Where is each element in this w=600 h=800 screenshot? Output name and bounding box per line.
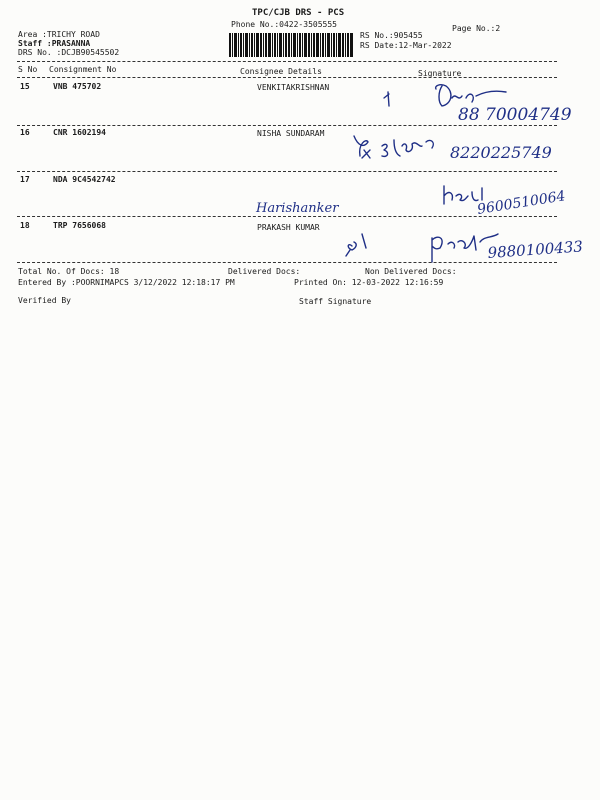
printed-on: Printed On: 12-03-2022 12:16:59 [294,278,444,287]
barcode [229,33,353,57]
non-delivered-docs: Non Delivered Docs: [365,267,457,276]
row-sno: 15 [20,82,30,91]
document-title: TPC/CJB DRS - PCS [252,8,345,18]
area-label: Area :TRICHY ROAD [18,30,100,39]
handwritten-name: Harishanker [256,201,339,216]
row-consignment: NDA 9C4542742 [53,175,116,184]
column-sno: S No [18,65,38,74]
page-number: Page No.:2 [452,24,501,33]
staff-signature-label: Staff Signature [299,297,372,306]
rs-number: RS No.:905455 [360,31,423,40]
row-consignment: TRP 7656068 [53,221,106,230]
phone-number: Phone No.:0422-3505555 [231,20,337,29]
signature-row18 [340,226,600,268]
row-consignment: VNB 475702 [53,82,102,91]
row-consignee: NISHA SUNDARAM [257,129,325,138]
row-sno: 17 [20,175,30,184]
column-signature: Signature [418,69,462,78]
signature-row17 [250,180,567,222]
divider [17,61,557,62]
divider [17,77,557,78]
entered-by: Entered By :POORNIMAPCS 3/12/2022 12:18:17 PM [18,278,235,287]
handwritten-number: 88 70004749 [458,105,572,125]
row-consignee: PRAKASH KUMAR [257,223,320,232]
row-sno: 18 [20,221,30,230]
row-sno: 16 [20,128,30,137]
verified-by: Verified By [18,296,71,305]
column-consignee: Consignee Details [240,67,322,76]
row-consignment: CNR 1602194 [53,128,106,137]
divider [17,125,557,126]
total-docs: Total No. Of Docs: 18 [18,267,120,276]
delivered-docs: Delivered Docs: [228,267,301,276]
handwritten-number: 9600510064 [476,188,567,218]
signature-row15 [380,80,572,125]
handwritten-number: 8220225749 [450,143,552,162]
signature-row16 [350,128,570,173]
column-consignment: Consignment No [49,65,117,74]
staff-label: Staff :PRASANNA [18,39,91,48]
handwritten-number: 9880100433 [487,237,584,262]
rs-date: RS Date:12-Mar-2022 [360,41,452,50]
drs-number: DRS No. :DCJB90545502 [18,48,120,57]
row-consignee: VENKITAKRISHNAN [257,83,330,92]
